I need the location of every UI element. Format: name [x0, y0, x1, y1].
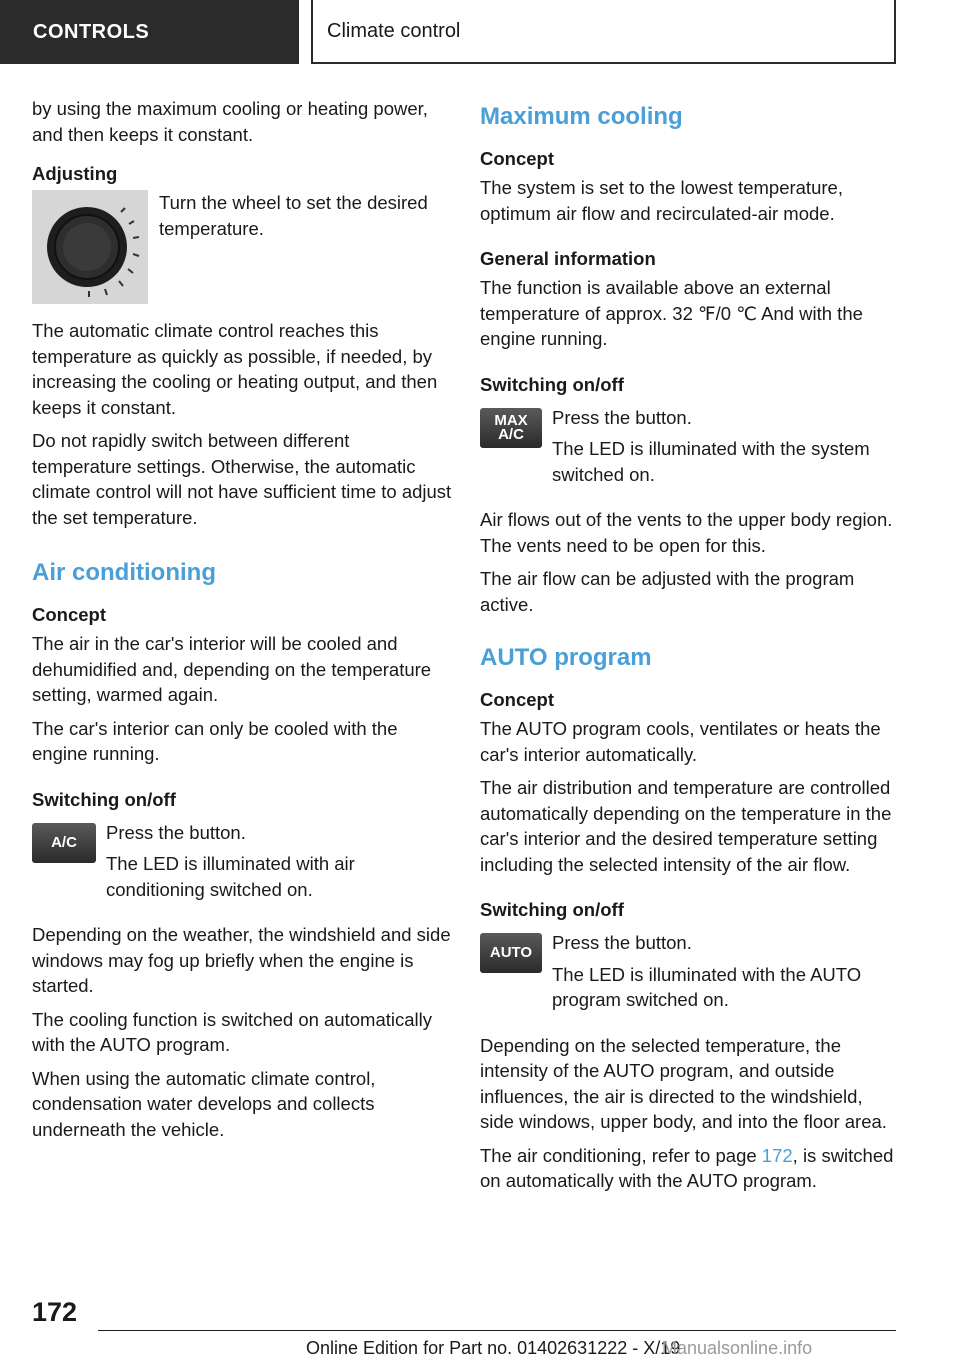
max-after-paragraph-2: The air flow can be adjusted with the program active.	[480, 568, 855, 615]
auto-concept-paragraph-1: The AUTO program cools, ventilates or heats the car's interior automatically.	[480, 718, 881, 765]
auto-after-paragraph-1: Depending on the selected temperature, the intensity of the AUTO program, and outside influences, the air is directed to the windshield, side windows, upper body, and into the floor area.	[480, 1034, 887, 1132]
max-switch-text-1: Press the button.	[552, 406, 692, 428]
watermark: Manualsonline.info	[662, 1338, 813, 1358]
ac-concept-heading: Concept	[32, 604, 106, 625]
auto-after-text-before: The air conditioning, refer to page	[480, 1144, 762, 1166]
page-reference-link[interactable]: 172	[761, 1144, 793, 1166]
adjusting-figure	[32, 190, 452, 304]
ac-button-icon: A/C	[32, 823, 96, 863]
adjusting-paragraph-2: Do not rapidly switch between different temperature settings. Otherwise, the automatic climate control will not have sufficient time to adjust the set temperature.	[32, 430, 452, 528]
air-conditioning-heading: Air conditioning	[32, 559, 216, 586]
max-switch-heading: Switching on/off	[480, 373, 624, 395]
auto-switch-text-1: Press the button.	[552, 932, 692, 953]
ac-after-paragraph-1: Depending on the weather, the windshield and side windows may fog up briefly when the engine is started.	[32, 924, 451, 996]
max-concept-heading: Concept	[480, 148, 554, 169]
left-column	[32, 96, 452, 1150]
auto-after-paragraph-2	[480, 1143, 894, 1194]
general-info-heading: General information	[480, 248, 656, 269]
page-title: Climate control	[311, 0, 896, 64]
ac-switch-text-2: The LED is illuminated with air conditioning switched on.	[106, 853, 355, 900]
footer-divider	[98, 1330, 896, 1331]
page-number: 172	[32, 1297, 78, 1327]
adjusting-figure-text: Turn the wheel to set the desired temperature.	[159, 192, 428, 239]
general-info-paragraph: The function is available above an external temperature of approx. 32 ℉/0 ℃ And with the engine running.	[480, 277, 863, 349]
ac-switch-heading: Switching on/off	[32, 788, 176, 810]
maximum-cooling-heading: Maximum cooling	[480, 103, 683, 130]
auto-switch-figure	[480, 930, 894, 1019]
auto-switch-heading: Switching on/off	[480, 899, 624, 920]
auto-concept-heading: Concept	[480, 689, 554, 710]
intro-text: by using the maximum cooling or heating power, and then keeps it constant.	[32, 98, 428, 145]
auto-switch-text-2: The LED is illuminated with the AUTO program switched on.	[552, 963, 862, 1010]
ac-after-paragraph-2: The cooling function is switched on automatically with the AUTO program.	[32, 1008, 433, 1055]
temperature-wheel-icon	[32, 190, 148, 304]
ac-switch-text-1: Press the button.	[106, 821, 246, 843]
ac-switch-figure	[32, 820, 452, 909]
auto-concept-paragraph-2: The air distribution and temperature are controlled automatically depending on the temperature in the car's interior and the desired temperature setting including the selected intensity of the air flow.	[480, 777, 892, 875]
ac-concept-paragraph-2: The car's interior can only be cooled with the engine running.	[32, 717, 398, 764]
right-column	[480, 96, 894, 1202]
max-concept-paragraph: The system is set to the lowest temperature, optimum air flow and recirculated-air mode.	[480, 177, 843, 224]
auto-program-heading: AUTO program	[480, 644, 652, 671]
max-switch-figure	[480, 405, 894, 494]
max-switch-text-2: The LED is illuminated with the system switched on.	[552, 438, 870, 485]
section-tab: CONTROLS	[0, 0, 299, 64]
max-after-paragraph-1: Air flows out of the vents to the upper body region. The vents need to be open for this.	[480, 509, 893, 556]
ac-after-paragraph-3: When using the automatic climate control, condensation water develops and collects underneath the vehicle.	[32, 1067, 376, 1140]
ac-concept-paragraph-1: The air in the car's interior will be cooled and dehumidified and, depending on the temperature setting, warmed again.	[32, 633, 432, 705]
auto-button-icon: AUTO	[480, 933, 542, 973]
max-ac-button-icon: MAX A/C	[480, 408, 542, 448]
adjusting-heading: Adjusting	[32, 163, 118, 184]
edition-note: Online Edition for Part no. 01402631222 - X/19	[306, 1338, 681, 1358]
auto-after-text-after: , is switched on automatically with the AUTO program.	[480, 1144, 894, 1191]
adjusting-paragraph-1: The automatic climate control reaches this temperature as quickly as possible, if needed, by increasing the cooling or heating output, and then keeps it constant.	[32, 320, 438, 418]
